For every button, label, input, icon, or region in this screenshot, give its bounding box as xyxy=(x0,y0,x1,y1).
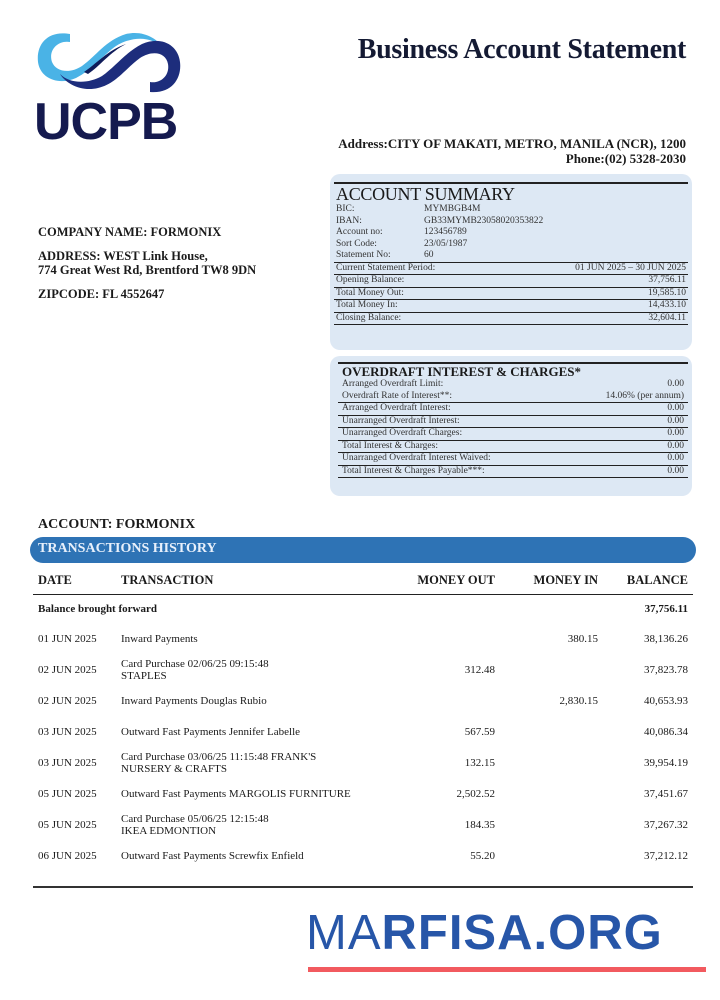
overdraft-panel xyxy=(330,356,692,496)
watermark-text-bold: RFISA xyxy=(381,906,534,960)
cell-date: 02 JUN 2025 xyxy=(38,694,97,707)
overdraft-row: Overdraft Rate of Interest**: 14.06% (per annum) xyxy=(342,390,684,401)
account-summary-panel xyxy=(330,174,692,350)
summary-row-money-in: Total Money In: 14,433.10 xyxy=(336,300,686,310)
cell-date: 06 JUN 2025 xyxy=(38,849,97,862)
transactions-table xyxy=(33,568,693,871)
transaction-line1: Card Purchase 02/06/25 09:15:48 xyxy=(121,657,269,670)
company-address-line2: 774 Great West Rd, Brentford TW8 9DN xyxy=(38,263,257,277)
balance-brought-forward-row xyxy=(33,595,693,624)
cell-balance: 38,136.26 xyxy=(644,632,688,645)
cell-money-out: 312.48 xyxy=(464,663,495,676)
summary-row-opening-balance: Opening Balance: 37,756.11 xyxy=(336,275,686,285)
table-row xyxy=(33,747,693,778)
cell-money-in xyxy=(500,716,603,747)
table-row xyxy=(33,840,693,871)
company-name: COMPANY NAME: FORMONIX xyxy=(38,225,222,239)
summary-detail-statement-no: Statement No: 60 xyxy=(336,250,434,260)
column-header-date: DATE xyxy=(33,568,116,595)
cell-balance: 37,451.67 xyxy=(644,787,688,800)
company-zipcode: ZIPCODE: FL 4552647 xyxy=(38,287,165,301)
bank-contact xyxy=(338,136,686,166)
transaction-line2: NURSERY & CRAFTS xyxy=(121,762,227,775)
watermark xyxy=(306,908,663,958)
brought-forward-label: Balance brought forward xyxy=(38,603,157,615)
bank-phone: Phone:(02) 5328-2030 xyxy=(565,151,686,166)
table-row xyxy=(33,809,693,840)
cell-balance: 40,653.93 xyxy=(644,694,688,707)
transaction-line2: STAPLES xyxy=(121,669,167,682)
cell-transaction xyxy=(116,778,406,809)
cell-money-out xyxy=(406,623,500,654)
cell-money-in xyxy=(500,809,603,840)
summary-detail-iban: IBAN: GB33MYMB23058020353822 xyxy=(336,215,544,226)
cell-transaction xyxy=(116,716,406,747)
cell-transaction xyxy=(116,747,406,778)
transaction-line1: Outward Fast Payments Screwfix Enfield xyxy=(121,849,304,862)
cell-money-in xyxy=(500,747,603,778)
cell-date: 02 JUN 2025 xyxy=(38,663,97,676)
column-header-money-out: MONEY OUT xyxy=(406,568,500,595)
column-header-transaction: TRANSACTION xyxy=(116,568,406,595)
overdraft-row: Total Interest & Charges Payable***: 0.00 xyxy=(338,465,688,479)
cell-money-out xyxy=(406,685,500,716)
cell-transaction xyxy=(116,809,406,840)
overdraft-row: Unarranged Overdraft Charges: 0.00 xyxy=(338,427,688,440)
overdraft-row: Unarranged Overdraft Interest Waived: 0.00 xyxy=(338,452,688,465)
cell-date: 01 JUN 2025 xyxy=(38,632,97,645)
cell-money-out: 567.59 xyxy=(464,725,495,738)
overdraft-row: Unarranged Overdraft Interest: 0.00 xyxy=(338,415,688,428)
table-row xyxy=(33,716,693,747)
cell-money-out: 184.35 xyxy=(464,818,495,831)
cell-date: 05 JUN 2025 xyxy=(38,787,97,800)
company-address-line1: ADDRESS: WEST Link House, xyxy=(38,249,208,263)
transaction-line1: Inward Payments xyxy=(121,632,198,645)
overdraft-row: Arranged Overdraft Interest: 0.00 xyxy=(338,402,688,415)
company-info xyxy=(38,225,256,311)
cell-money-in xyxy=(500,654,603,685)
cell-balance: 39,954.19 xyxy=(644,756,688,769)
watermark-text-light: MA xyxy=(306,906,382,960)
cell-date: 05 JUN 2025 xyxy=(38,818,97,831)
table-row xyxy=(33,623,693,654)
bank-address: Address:CITY OF MAKATI, METRO, MANILA (NCR), 1200 xyxy=(338,136,686,151)
infinity-wave-icon xyxy=(30,22,190,102)
cell-balance: 37,267.32 xyxy=(644,818,688,831)
cell-money-out: 55.20 xyxy=(470,849,495,862)
table-header-row xyxy=(33,568,693,595)
column-header-balance: BALANCE xyxy=(603,568,693,595)
table-bottom-rule xyxy=(33,886,693,888)
cell-transaction xyxy=(116,654,406,685)
overdraft-row: Arranged Overdraft Limit: 0.00 xyxy=(342,379,684,389)
column-header-money-in: MONEY IN xyxy=(500,568,603,595)
table-row xyxy=(33,654,693,685)
cell-money-in xyxy=(500,778,603,809)
cell-balance: 37,212.12 xyxy=(644,849,688,862)
summary-row-period: Current Statement Period: 01 JUN 2025 – 30 JUN 2025 xyxy=(336,262,686,273)
cell-transaction xyxy=(116,623,406,654)
transactions-history-banner xyxy=(30,537,696,563)
summary-row-closing-balance: Closing Balance: 32,604.11 xyxy=(334,312,688,326)
summary-detail-sort-code: Sort Code: 23/05/1987 xyxy=(336,238,468,249)
overdraft-row: Total Interest & Charges: 0.00 xyxy=(338,440,688,453)
watermark-text-rest: .ORG xyxy=(533,906,663,960)
account-label: ACCOUNT: FORMONIX xyxy=(38,517,196,532)
company-address xyxy=(38,249,256,277)
transaction-line1: Outward Fast Payments MARGOLIS FURNITURE xyxy=(121,787,351,800)
cell-money-out: 132.15 xyxy=(464,756,495,769)
cell-money-in: 2,830.15 xyxy=(559,694,598,707)
watermark-underline xyxy=(308,967,706,972)
transaction-line1: Outward Fast Payments Jennifer Labelle xyxy=(121,725,301,738)
table-row xyxy=(33,685,693,716)
summary-detail-bic: BIC: MYMBGB4M xyxy=(336,204,481,214)
cell-balance: 37,823.78 xyxy=(644,663,688,676)
cell-balance: 40,086.34 xyxy=(644,725,688,738)
summary-detail-account-no: Account no: 123456789 xyxy=(336,227,467,237)
cell-money-out: 2,502.52 xyxy=(456,787,495,800)
cell-transaction xyxy=(116,685,406,716)
banner-title: TRANSACTIONS HISTORY xyxy=(38,541,217,556)
transaction-line1: Inward Payments Douglas Rubio xyxy=(121,694,267,707)
table-row xyxy=(33,778,693,809)
transaction-line1: Card Purchase 03/06/25 11:15:48 FRANK'S xyxy=(121,750,317,763)
brought-forward-balance: 37,756.11 xyxy=(644,603,688,615)
cell-money-in xyxy=(500,840,603,871)
cell-date: 03 JUN 2025 xyxy=(38,725,97,738)
cell-transaction xyxy=(116,840,406,871)
account-summary-title: ACCOUNT SUMMARY xyxy=(336,184,515,204)
summary-row-money-out: Total Money Out: 19,585.10 xyxy=(336,287,686,298)
overdraft-title: OVERDRAFT INTEREST & CHARGES* xyxy=(342,364,581,379)
bank-logo-text: UCPB xyxy=(34,93,178,151)
transaction-line2: IKEA EDMONTION xyxy=(121,824,217,837)
cell-date: 03 JUN 2025 xyxy=(38,756,97,769)
document-title: Business Account Statement xyxy=(357,34,686,65)
transaction-line1: Card Purchase 05/06/25 12:15:48 xyxy=(121,812,269,825)
cell-money-in: 380.15 xyxy=(567,632,598,645)
